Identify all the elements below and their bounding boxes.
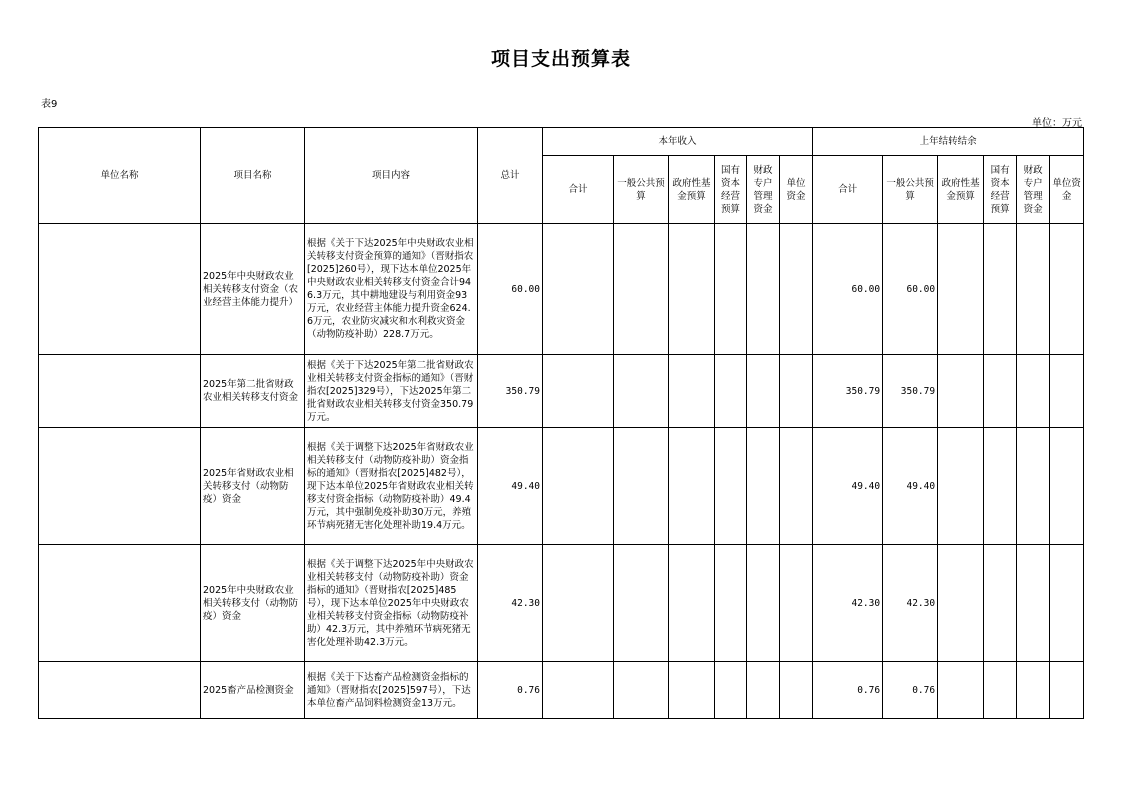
cell-cy-gov-fund: [669, 355, 715, 428]
table-row: [39, 662, 1084, 719]
table-row: [39, 355, 1084, 428]
cell-cy-sum: [543, 545, 614, 662]
cell-cy-fiscal-special: [747, 428, 780, 545]
cell-cy-fiscal-special: [747, 224, 780, 355]
cell-project-name: 2025年中央财政农业相关转移支付资金（农业经营主体能力提升）: [201, 224, 305, 355]
header-cy-fiscal-special: 财政专户管理资金: [747, 156, 780, 224]
cell-co-gov-fund: [938, 428, 984, 545]
cell-cy-fiscal-special: [747, 355, 780, 428]
cell-cy-sum: [543, 428, 614, 545]
cell-co-sum: 350.79: [813, 355, 883, 428]
header-co-state-capital: 国有资本经营预算: [984, 156, 1017, 224]
cell-cy-state-capital: [715, 428, 747, 545]
cell-cy-gov-fund: [669, 545, 715, 662]
cell-cy-unit-fund: [780, 662, 813, 719]
cell-co-state-capital: [984, 224, 1017, 355]
cell-co-state-capital: [984, 355, 1017, 428]
cell-co-sum: 42.30: [813, 545, 883, 662]
header-cy-state-capital: 国有资本经营预算: [715, 156, 747, 224]
cell-cy-gov-fund: [669, 428, 715, 545]
cell-project-content: 根据《关于下达2025年中央财政农业相关转移支付资金预算的通知》（晋财指农[2025]260号），现下达本单位2025年中央财政农业相关转移支付资金合计946.3万元，其中耕地建设与利用资金93万元，农业经营主体能力提升资金624.6万元，农业防灾减灾和水利救灾资金（动物防疫补助）228.7万元。: [305, 224, 478, 355]
cell-co-unit-fund: [1050, 224, 1084, 355]
header-unit-name: 单位名称: [39, 128, 201, 224]
cell-total: 42.30: [478, 545, 543, 662]
cell-cy-unit-fund: [780, 224, 813, 355]
header-co-gov-fund: 政府性基金预算: [938, 156, 984, 224]
cell-project-content: 根据《关于下达2025年第二批省财政农业相关转移支付资金指标的通知》（晋财指农[2025]329号），下达2025年第二批省财政农业相关转移支付资金350.79万元。: [305, 355, 478, 428]
cell-cy-fiscal-special: [747, 662, 780, 719]
cell-cy-sum: [543, 662, 614, 719]
cell-co-sum: 60.00: [813, 224, 883, 355]
cell-cy-general: [614, 545, 669, 662]
cell-cy-sum: [543, 224, 614, 355]
header-total: 总计: [478, 128, 543, 224]
cell-co-state-capital: [984, 545, 1017, 662]
cell-total: 49.40: [478, 428, 543, 545]
unit-label: 单位：万元: [1032, 118, 1082, 129]
header-cy-general: 一般公共预算: [614, 156, 669, 224]
cell-co-fiscal-special: [1017, 355, 1050, 428]
cell-cy-gov-fund: [669, 662, 715, 719]
header-project-name: 项目名称: [201, 128, 305, 224]
cell-project-name: 2025年省财政农业相关转移支付（动物防疫）资金: [201, 428, 305, 545]
cell-co-sum: 49.40: [813, 428, 883, 545]
cell-total: 0.76: [478, 662, 543, 719]
cell-co-fiscal-special: [1017, 428, 1050, 545]
cell-co-general: 42.30: [883, 545, 938, 662]
table-row: [39, 545, 1084, 662]
cell-co-gov-fund: [938, 224, 984, 355]
cell-unit-name: [39, 428, 201, 545]
cell-unit-name: [39, 545, 201, 662]
table-number: 表9: [41, 99, 58, 110]
cell-co-general: 350.79: [883, 355, 938, 428]
cell-co-state-capital: [984, 662, 1017, 719]
cell-unit-name: [39, 224, 201, 355]
cell-project-name: 2025年中央财政农业相关转移支付（动物防疫）资金: [201, 545, 305, 662]
budget-table: [38, 127, 1084, 719]
cell-unit-name: [39, 662, 201, 719]
cell-project-name: 2025年第二批省财政农业相关转移支付资金: [201, 355, 305, 428]
table-row: [39, 224, 1084, 355]
table-row: [39, 428, 1084, 545]
cell-co-unit-fund: [1050, 428, 1084, 545]
cell-project-content: 根据《关于下达畜产品检测资金指标的通知》（晋财指农[2025]597号），下达本单位畜产品饲料检测资金13万元。: [305, 662, 478, 719]
cell-cy-sum: [543, 355, 614, 428]
header-carryover-balance: 上年结转结余: [813, 128, 1084, 156]
header-current-year-income: 本年收入: [543, 128, 813, 156]
cell-cy-unit-fund: [780, 355, 813, 428]
cell-project-name: 2025畜产品检测资金: [201, 662, 305, 719]
cell-co-general: 60.00: [883, 224, 938, 355]
cell-cy-state-capital: [715, 545, 747, 662]
header-project-content: 项目内容: [305, 128, 478, 224]
header-co-general: 一般公共预算: [883, 156, 938, 224]
cell-co-fiscal-special: [1017, 662, 1050, 719]
cell-co-gov-fund: [938, 662, 984, 719]
header-co-unit-fund: 单位资金: [1050, 156, 1084, 224]
cell-co-general: 0.76: [883, 662, 938, 719]
cell-total: 350.79: [478, 355, 543, 428]
cell-co-fiscal-special: [1017, 224, 1050, 355]
cell-cy-general: [614, 224, 669, 355]
cell-cy-state-capital: [715, 355, 747, 428]
cell-cy-general: [614, 355, 669, 428]
cell-cy-state-capital: [715, 224, 747, 355]
cell-project-content: 根据《关于调整下达2025年省财政农业相关转移支付（动物防疫补助）资金指标的通知》（晋财指农[2025]482号），现下达本单位2025年省财政农业相关转移支付资金指标（动物防疫补助）49.4万元，其中强制免疫补助30万元，养殖环节病死猪无害化处理补助19.4万元。: [305, 428, 478, 545]
header-cy-unit-fund: 单位资金: [780, 156, 813, 224]
header-cy-gov-fund: 政府性基金预算: [669, 156, 715, 224]
header-cy-sum: 合计: [543, 156, 614, 224]
cell-co-fiscal-special: [1017, 545, 1050, 662]
cell-total: 60.00: [478, 224, 543, 355]
header-co-fiscal-special: 财政专户管理资金: [1017, 156, 1050, 224]
header-co-sum: 合计: [813, 156, 883, 224]
cell-co-sum: 0.76: [813, 662, 883, 719]
cell-co-unit-fund: [1050, 545, 1084, 662]
cell-cy-general: [614, 428, 669, 545]
cell-co-gov-fund: [938, 355, 984, 428]
cell-cy-gov-fund: [669, 224, 715, 355]
cell-unit-name: [39, 355, 201, 428]
cell-cy-general: [614, 662, 669, 719]
cell-co-general: 49.40: [883, 428, 938, 545]
cell-cy-state-capital: [715, 662, 747, 719]
cell-project-content: 根据《关于调整下达2025年中央财政农业相关转移支付（动物防疫补助）资金指标的通知》（晋财指农[2025]485号），现下达本单位2025年中央财政农业相关转移支付资金指标（动物防疫补助）42.3万元，其中养殖环节病死猪无害化处理补助42.3万元。: [305, 545, 478, 662]
page-title: 项目支出预算表: [490, 48, 631, 70]
cell-co-unit-fund: [1050, 355, 1084, 428]
cell-cy-unit-fund: [780, 545, 813, 662]
cell-co-gov-fund: [938, 545, 984, 662]
cell-co-state-capital: [984, 428, 1017, 545]
cell-cy-unit-fund: [780, 428, 813, 545]
cell-cy-fiscal-special: [747, 545, 780, 662]
cell-co-unit-fund: [1050, 662, 1084, 719]
